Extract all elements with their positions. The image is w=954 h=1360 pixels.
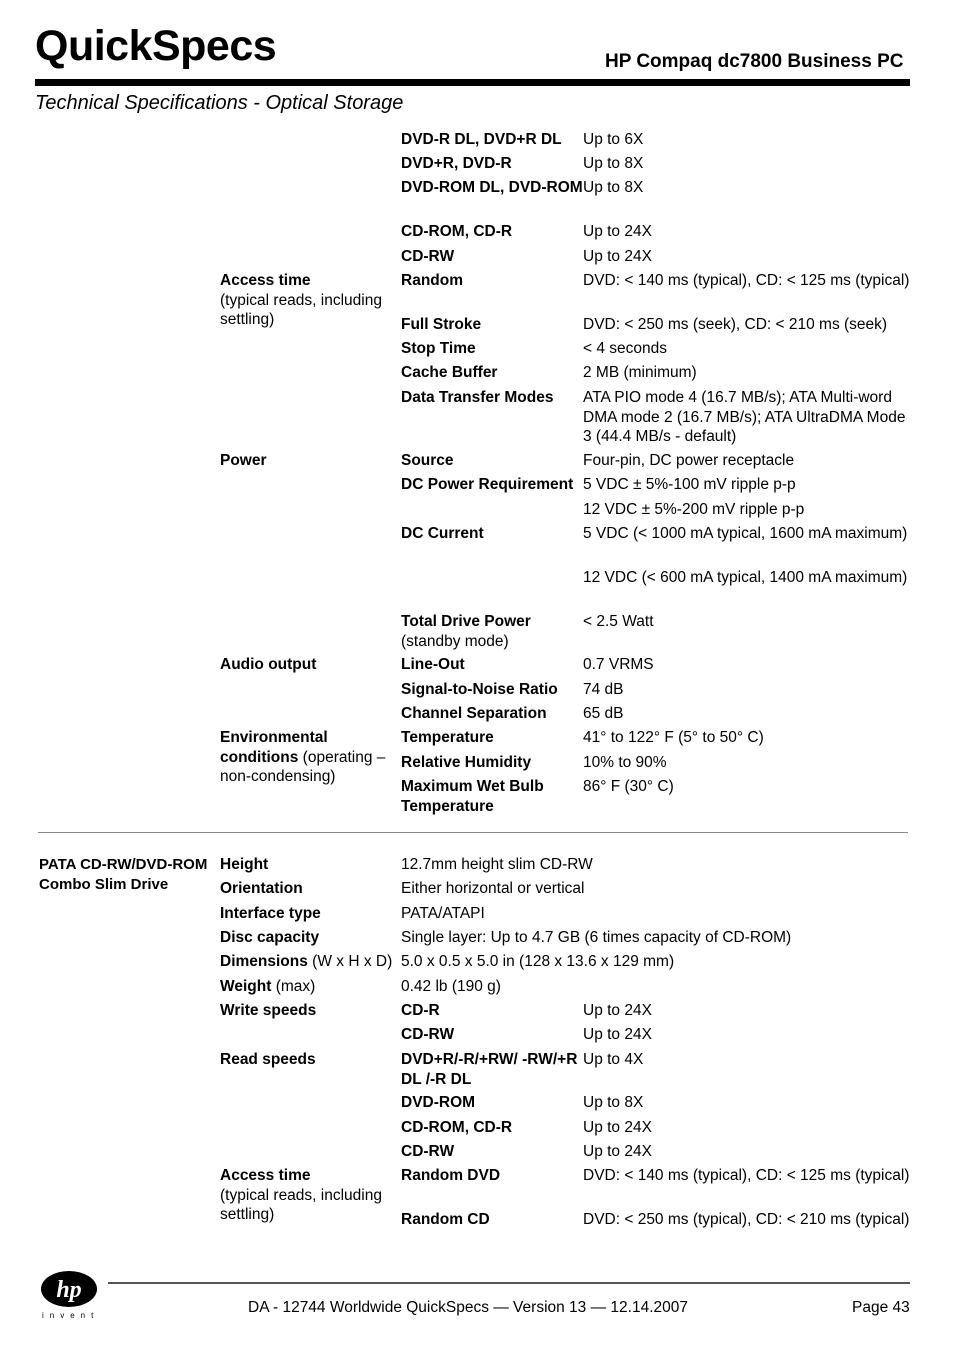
spec-item-label: Channel Separation [401,705,547,722]
spec-category-note: (operating – non-condensing) [220,748,386,785]
spec-value-label: < 4 seconds [583,340,668,357]
combo-item [401,1001,583,1021]
spec-item [401,612,583,651]
combo-value-label: Up to 24X [583,1119,652,1136]
spec-value-label: 5 VDC (< 1000 mA typical, 1600 mA maximum) [583,525,908,542]
combo-value-label: 5.0 x 0.5 x 5.0 in (128 x 13.6 x 129 mm) [401,953,675,970]
spec-value [583,130,910,150]
combo-item [401,1093,583,1113]
spec-item-label: Line-Out [401,656,465,673]
combo-item [401,1025,583,1045]
combo-value-label: 0.42 lb (190 g) [401,978,501,995]
spec-category [220,728,400,787]
combo-value-label: Up to 4X [583,1051,644,1068]
spec-category [220,655,400,675]
combo-category-label: Interface type [220,905,321,922]
spec-value [583,524,910,544]
combo-category-label: Height [220,856,269,873]
spec-category-note: (typical reads, including settling) [220,291,382,328]
combo-category [220,977,400,997]
combo-value [583,1093,910,1113]
spec-value-label: 0.7 VRMS [583,656,654,673]
spec-item-label: DVD-R DL, DVD+R DL [401,131,562,148]
combo-value [401,952,910,972]
combo-value-label: 12.7mm height slim CD-RW [401,856,593,873]
spec-item-label: DVD-ROM DL, DVD-ROM [401,179,583,196]
spec-value [583,363,910,383]
section-title: Technical Specifications - Optical Storage [35,92,404,114]
combo-category [220,879,400,899]
spec-category-label: Power [220,452,267,469]
spec-value-label: Four-pin, DC power receptacle [583,452,795,469]
combo-value [401,904,910,924]
spec-item-label: Relative Humidity [401,754,532,771]
combo-value-label: Up to 24X [583,1002,652,1019]
combo-item [401,1118,583,1138]
combo-item-label: CD-ROM, CD-R [401,1119,513,1136]
spec-item [401,130,583,150]
spec-value [583,680,910,700]
combo-value-label: DVD: < 140 ms (typical), CD: < 125 ms (typical) [583,1167,910,1184]
combo-item-label: DVD-ROM [401,1094,476,1111]
spec-value-label: 10% to 90% [583,754,667,771]
combo-item [401,1142,583,1162]
spec-item [401,524,583,544]
spec-value-label: Up to 8X [583,155,644,172]
spec-value-label: DVD: < 140 ms (typical), CD: < 125 ms (typical) [583,272,910,289]
spec-value-label: 65 dB [583,705,624,722]
combo-category [220,928,400,948]
combo-value [401,977,910,997]
combo-category-note: (W x H x D) [312,953,393,970]
spec-value [583,655,910,675]
spec-item [401,655,583,675]
spec-value [583,154,910,174]
spec-value-label: 86° F (30° C) [583,778,674,795]
combo-category [220,855,400,875]
spec-value [583,222,910,242]
combo-drive-heading: PATA CD-RW/DVD-ROM Combo Slim Drive [39,856,208,893]
combo-item-label: CD-RW [401,1026,455,1043]
combo-category-label: Weight [220,978,272,995]
combo-value [583,1025,910,1045]
spec-value [583,247,910,267]
combo-item-label: Random CD [401,1211,490,1228]
spec-item [401,247,583,267]
combo-category-label: Write speeds [220,1002,317,1019]
spec-value [583,315,910,335]
spec-item [401,728,583,748]
spec-item-label: Cache Buffer [401,364,498,381]
combo-item [401,1050,583,1089]
header-rule [35,79,910,86]
combo-category-label: Access time [220,1167,311,1184]
combo-item-label: CD-RW [401,1143,455,1160]
spec-value [583,612,910,632]
combo-value [583,1142,910,1162]
combo-value [401,879,910,899]
spec-category-label: Audio output [220,656,317,673]
combo-category [220,1050,400,1070]
spec-item [401,222,583,242]
combo-value-label: Up to 24X [583,1026,652,1043]
combo-value-label: Up to 24X [583,1143,652,1160]
combo-item-label: CD-R [401,1002,440,1019]
spec-value-label: 41° to 122° F (5° to 50° C) [583,729,764,746]
spec-value-label: 12 VDC (< 600 mA typical, 1400 mA maximum) [583,569,908,586]
spec-value [583,178,910,198]
combo-value [401,855,910,875]
spec-item-label: Total Drive Power [401,613,531,630]
spec-item-label: Random [401,272,463,289]
spec-item [401,271,583,291]
spec-item-label: DVD+R, DVD-R [401,155,512,172]
spec-value-label: 5 VDC ± 5%-100 mV ripple p-p [583,476,796,493]
footer-rule [108,1282,910,1284]
combo-item-label: DVD+R/-R/+RW/ -RW/+R DL /-R DL [401,1051,578,1088]
combo-value-label: DVD: < 250 ms (typical), CD: < 210 ms (typical) [583,1211,910,1228]
spec-item-label: CD-ROM, CD-R [401,223,513,240]
spec-item [401,704,583,724]
spec-value-label: 2 MB (minimum) [583,364,697,381]
logo-text: hp [56,1277,82,1303]
spec-item [401,777,583,816]
spec-value-label: DVD: < 250 ms (seek), CD: < 210 ms (seek) [583,316,888,333]
combo-value [583,1050,910,1070]
combo-category [220,1001,400,1021]
spec-value [583,728,910,748]
combo-value [583,1001,910,1021]
footer-text: DA - 12744 Worldwide QuickSpecs — Version 13 — 12.14.2007 [248,1299,688,1316]
spec-item-label: CD-RW [401,248,455,265]
logo-tagline: invent [42,1311,100,1320]
spec-value-label: 74 dB [583,681,624,698]
spec-item [401,451,583,471]
combo-value [583,1166,910,1186]
combo-value [583,1210,910,1230]
spec-item-label: Data Transfer Modes [401,389,554,406]
spec-item-label: DC Power Requirement [401,476,574,493]
spec-value-label: 12 VDC ± 5%-200 mV ripple p-p [583,501,805,518]
spec-item-label: Temperature [401,729,494,746]
combo-category [220,1166,400,1225]
spec-value [583,777,910,797]
spec-item [401,680,583,700]
spec-value [583,339,910,359]
spec-item-label: DC Current [401,525,484,542]
spec-value [583,271,910,291]
spec-category [220,451,400,471]
spec-value-label: ATA PIO mode 4 (16.7 MB/s); ATA Multi-word DMA mode 2 (16.7 MB/s); ATA UltraDMA Mode 3 (44.4 MB/s - default) [583,389,906,445]
spec-value [583,451,910,471]
combo-value-label: PATA/ATAPI [401,905,485,922]
spec-item-label: Stop Time [401,340,476,357]
spec-value [583,500,910,520]
spec-item-label: Source [401,452,454,469]
combo-value [583,1118,910,1138]
combo-category-label: Dimensions [220,953,308,970]
combo-category-note: (typical reads, including settling) [220,1186,382,1223]
spec-item [401,388,583,408]
spec-item-label: Maximum Wet Bulb Temperature [401,778,544,815]
combo-value-label: Either horizontal or vertical [401,880,585,897]
combo-item [401,1210,583,1230]
spec-value-label: Up to 24X [583,223,652,240]
section-divider [38,832,908,833]
combo-category-label: Disc capacity [220,929,320,946]
spec-value [583,388,910,447]
spec-item-note: (standby mode) [401,632,509,650]
combo-category [220,904,400,924]
spec-value [583,568,910,588]
spec-item [401,154,583,174]
spec-value [583,704,910,724]
spec-item [401,339,583,359]
page-title: QuickSpecs [35,22,277,70]
spec-category-label: Access time [220,272,311,289]
page-number: Page 43 [852,1299,910,1316]
hp-logo-icon [40,1270,100,1308]
spec-value [583,753,910,773]
spec-item [401,315,583,335]
spec-category-label: Environmental conditions [220,729,328,766]
spec-value [583,475,910,495]
product-name: HP Compaq dc7800 Business PC [605,51,904,72]
spec-item-label: Full Stroke [401,316,482,333]
spec-value-label: Up to 6X [583,131,644,148]
combo-category-label: Read speeds [220,1051,316,1068]
spec-item [401,363,583,383]
combo-item [401,1166,583,1186]
combo-value-label: Single layer: Up to 4.7 GB (6 times capacity of CD-ROM) [401,929,792,946]
spec-item [401,475,583,495]
combo-category-note: (max) [275,978,316,995]
combo-item-label: Random DVD [401,1167,501,1184]
spec-value-label: < 2.5 Watt [583,613,654,630]
spec-item [401,753,583,773]
combo-category [220,952,400,972]
spec-value-label: Up to 24X [583,248,652,265]
combo-value [401,928,910,948]
spec-item-label: Signal-to-Noise Ratio [401,681,558,698]
spec-item [401,178,583,198]
spec-value-label: Up to 8X [583,179,644,196]
combo-value-label: Up to 8X [583,1094,644,1111]
spec-category [220,271,400,330]
combo-category-label: Orientation [220,880,303,897]
